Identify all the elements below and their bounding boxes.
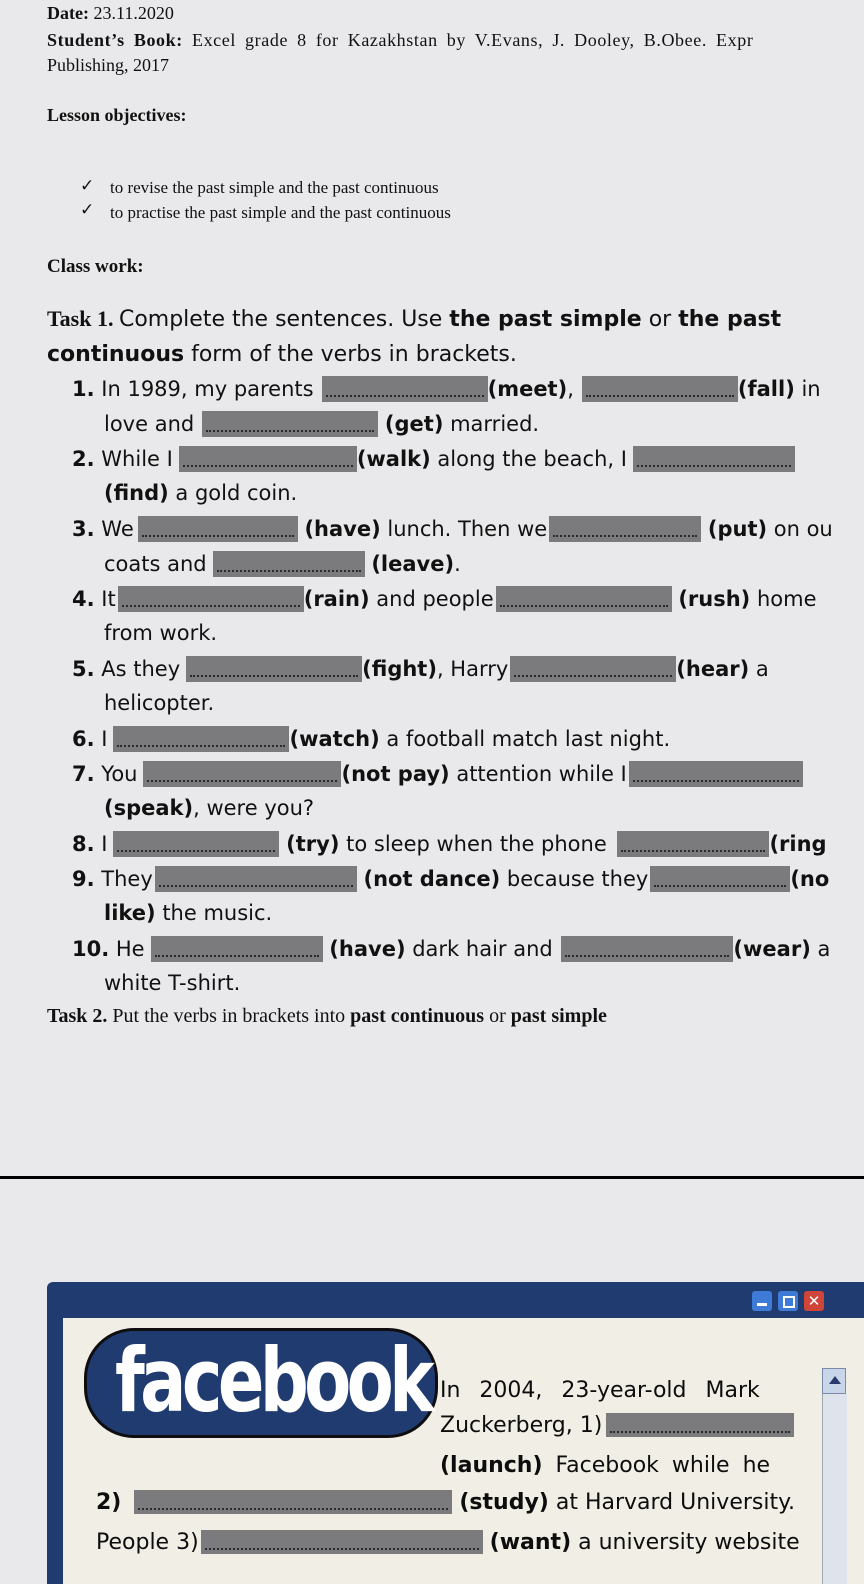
sentence-text: a football match last night. — [379, 727, 671, 751]
book-value: Excel grade 8 for Kazakhstan by V.Evans, J. Dooley, B.Obee. Expr — [191, 30, 754, 50]
facebook-text-line — [440, 1453, 770, 1478]
sentence-9 — [72, 866, 829, 892]
sentence-text: , — [567, 377, 574, 401]
sentence-1 — [72, 376, 821, 402]
sentence-text: married. — [443, 412, 540, 436]
sentence-text: While I — [101, 447, 173, 471]
verb-hint: (speak) — [104, 796, 194, 820]
answer-blank[interactable] — [202, 411, 378, 437]
task2-bold: past simple — [510, 1005, 607, 1027]
verb-hint: (not pay) — [341, 762, 450, 786]
task1-bold: the past — [678, 307, 782, 332]
sentence-text: As they — [101, 657, 181, 681]
close-icon[interactable] — [804, 1291, 824, 1311]
sentence-2-cont — [104, 481, 297, 505]
item-number: 7. — [72, 762, 95, 786]
task1-heading — [47, 306, 781, 332]
facebook-text-line — [96, 1490, 795, 1515]
sentence-text: in — [794, 377, 821, 401]
scrollbar-track[interactable] — [822, 1394, 847, 1584]
sentence-text: a — [749, 657, 769, 681]
sentence-text: attention while I — [449, 762, 627, 786]
answer-blank[interactable] — [617, 831, 769, 857]
sentence-text: to sleep when the phone — [339, 832, 607, 856]
sentence-text: a gold coin. — [168, 481, 298, 505]
sentence-text: along the beach, I — [430, 447, 627, 471]
sentence-1-cont — [104, 411, 539, 437]
answer-blank[interactable] — [606, 1413, 794, 1437]
verb-hint: (rain) — [303, 587, 370, 611]
sentence-text: He — [115, 937, 145, 961]
verb-hint: (find) — [104, 481, 169, 505]
task2-heading — [47, 1005, 607, 1028]
task2-text: Put the verbs in brackets into — [112, 1005, 351, 1027]
sentence-text: the music. — [155, 901, 273, 925]
sentence-text: because they — [500, 867, 649, 891]
sentence-text: I — [101, 727, 108, 751]
verb-hint: (not dance) — [363, 867, 501, 891]
sentence-10 — [72, 936, 830, 962]
sentence-text: . — [454, 552, 461, 576]
sentence-text: , Harry — [436, 657, 509, 681]
verb-hint: (want) — [489, 1530, 572, 1555]
answer-blank[interactable] — [650, 866, 790, 892]
sentence-8 — [72, 831, 827, 857]
facebook-text: Facebook while he — [542, 1453, 771, 1478]
verb-hint: (walk) — [356, 447, 431, 471]
task1-label: Task 1. — [47, 306, 114, 331]
item-number: 10. — [72, 937, 110, 961]
answer-blank[interactable] — [113, 726, 289, 752]
facebook-logo-text: facebook — [115, 1329, 431, 1432]
answer-blank[interactable] — [138, 516, 298, 542]
sentence-3 — [72, 516, 833, 542]
answer-blank[interactable] — [510, 656, 676, 682]
book-line — [47, 30, 753, 51]
sentence-2 — [72, 446, 795, 472]
sentence-text: home — [750, 587, 817, 611]
task2-bold: past continuous — [350, 1005, 485, 1027]
sentence-text: lunch. Then we — [380, 517, 548, 541]
sentence-text: , were you? — [193, 796, 315, 820]
item-number: 8. — [72, 832, 95, 856]
sentence-text: and people — [369, 587, 494, 611]
task2-text: or — [484, 1005, 511, 1027]
verb-hint: (ring — [769, 832, 827, 856]
answer-blank[interactable] — [629, 761, 803, 787]
sentence-6 — [72, 726, 670, 752]
verb-hint: (have) — [329, 937, 406, 961]
facebook-logo — [84, 1328, 438, 1438]
verb-hint: like) — [104, 901, 156, 925]
sentence-10-cont: white T-shirt. — [104, 971, 241, 995]
facebook-text-line — [440, 1413, 794, 1438]
verb-hint: (try) — [286, 832, 340, 856]
sentence-text: They — [101, 867, 153, 891]
sentence-7-cont — [104, 796, 314, 820]
answer-blank[interactable] — [201, 1530, 483, 1554]
task1-heading-2 — [47, 342, 517, 367]
task1-bold: the past simple — [449, 307, 642, 332]
sentence-5-cont: helicopter. — [104, 691, 215, 715]
scroll-up-button[interactable] — [822, 1368, 846, 1394]
sentence-4-cont: from work. — [104, 621, 218, 645]
item-number: 6. — [72, 727, 95, 751]
verb-hint: (fall) — [737, 377, 795, 401]
verb-hint: (leave) — [371, 552, 455, 576]
date-value: 23.11.2020 — [93, 3, 174, 23]
objective-item: to practise the past simple and the past continuous — [110, 203, 451, 222]
verb-hint: (launch) — [440, 1453, 543, 1478]
verb-hint: (no — [790, 867, 830, 891]
answer-blank[interactable] — [143, 761, 341, 787]
checkmark-icon: ✓ — [80, 176, 95, 195]
item-number: 5. — [72, 657, 95, 681]
checkmark-icon: ✓ — [80, 200, 95, 219]
facebook-text: a university website — [571, 1530, 800, 1555]
answer-blank[interactable] — [633, 446, 795, 472]
answer-blank[interactable] — [582, 376, 738, 402]
answer-blank[interactable] — [113, 831, 279, 857]
verb-hint: (meet) — [487, 377, 568, 401]
sentence-text: a — [810, 937, 831, 961]
verb-hint: (put) — [707, 517, 768, 541]
item-number: 2. — [72, 447, 95, 471]
item-number: 4. — [72, 587, 95, 611]
book-label: Student’s Book: — [47, 30, 183, 50]
book-value-2: Publishing, 2017 — [47, 55, 170, 75]
item-number: 3. — [72, 517, 95, 541]
objective-item: to revise the past simple and the past continuous — [110, 178, 439, 197]
task1-bold: continuous — [47, 342, 185, 367]
answer-blank[interactable] — [496, 586, 672, 612]
answer-blank[interactable] — [179, 446, 357, 472]
sentence-text: In 1989, my parents — [101, 377, 314, 401]
sentence-5 — [72, 656, 769, 682]
verb-hint: (study) — [459, 1490, 549, 1515]
answer-blank[interactable] — [213, 551, 365, 577]
facebook-text: People 3) — [96, 1530, 199, 1555]
facebook-text-line — [96, 1530, 800, 1555]
task2-label: Task 2. — [47, 1005, 108, 1027]
verb-hint: (hear) — [676, 657, 750, 681]
date-label: Date: — [47, 3, 89, 23]
sentence-text: dark hair and — [405, 937, 553, 961]
date-line — [47, 3, 174, 24]
verb-hint: (fight) — [362, 657, 437, 681]
task1-text: form of the verbs in brackets. — [184, 342, 517, 367]
sentence-4 — [72, 586, 817, 612]
verb-hint: (rush) — [678, 587, 751, 611]
verb-hint: (have) — [304, 517, 381, 541]
sentence-7 — [72, 761, 803, 787]
sentence-text: on ou — [767, 517, 833, 541]
sentence-text: It — [101, 587, 116, 611]
task1-text: Complete the sentences. Use — [118, 307, 450, 332]
facebook-text-line: In 2004, 23-year-old Mark — [440, 1378, 760, 1403]
answer-blank[interactable] — [561, 936, 733, 962]
class-work-heading: Class work: — [47, 256, 144, 277]
verb-hint: (get) — [384, 412, 444, 436]
minimize-icon[interactable] — [752, 1291, 772, 1311]
sentence-3-cont — [104, 551, 461, 577]
sentence-text: You — [101, 762, 138, 786]
answer-blank[interactable] — [322, 376, 488, 402]
maximize-icon[interactable] — [778, 1291, 798, 1311]
answer-blank[interactable] — [134, 1490, 452, 1514]
facebook-text: at Harvard University. — [548, 1490, 795, 1515]
divider — [0, 1176, 864, 1179]
answer-blank[interactable] — [118, 586, 304, 612]
objectives-title: Lesson objectives: — [47, 105, 187, 125]
sentence-9-cont — [104, 901, 272, 925]
task1-text: or — [641, 307, 679, 332]
sentence-text: coats and — [104, 552, 207, 576]
answer-blank[interactable] — [155, 866, 357, 892]
item-number: 2) — [96, 1490, 122, 1515]
close-glyph: ✕ — [807, 1292, 821, 1310]
sentence-text: We — [101, 517, 134, 541]
verb-hint: (wear) — [733, 937, 811, 961]
answer-blank[interactable] — [549, 516, 701, 542]
verb-hint: (watch) — [289, 727, 380, 751]
facebook-text: Zuckerberg, 1) — [440, 1413, 603, 1438]
answer-blank[interactable] — [151, 936, 323, 962]
answer-blank[interactable] — [186, 656, 362, 682]
sentence-text: I — [101, 832, 108, 856]
sentence-text: love and — [104, 412, 195, 436]
item-number: 1. — [72, 377, 95, 401]
item-number: 9. — [72, 867, 95, 891]
